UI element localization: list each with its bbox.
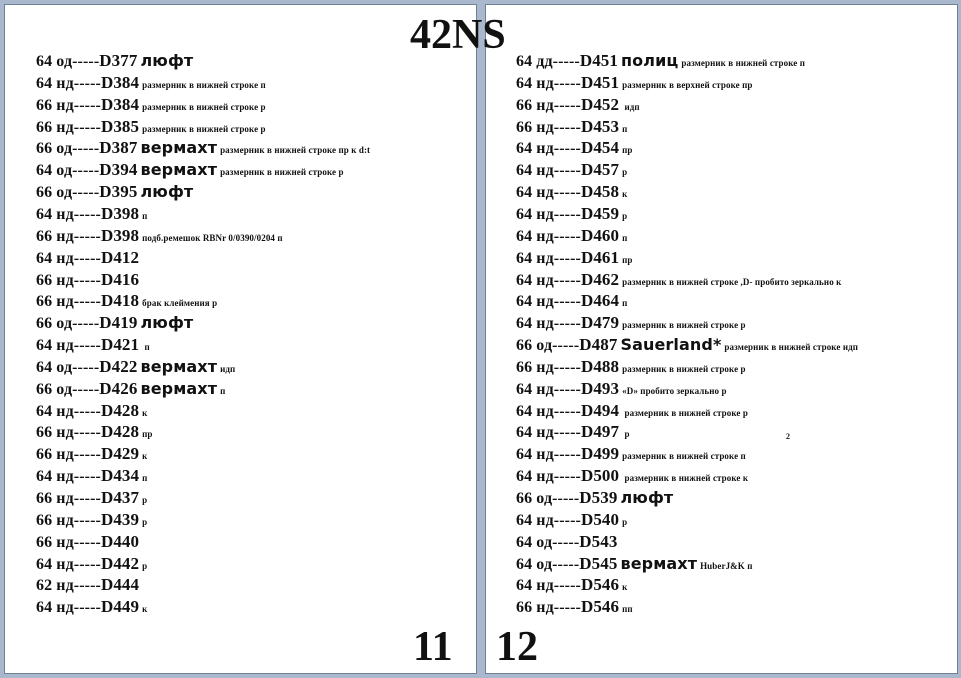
entry-note: размерник в нижней строке р — [220, 167, 344, 178]
entry-lead: 64 нд----- — [36, 205, 101, 223]
entry-lead: 64 нд----- — [516, 140, 581, 158]
entry-lead: 64 нд----- — [516, 271, 581, 289]
entry-row — [516, 356, 746, 378]
entry-lead: 64 нд----- — [516, 315, 581, 333]
entry-note: р — [142, 495, 148, 505]
entry-code: D419 — [99, 313, 138, 333]
entry-lead: 66 од----- — [36, 140, 100, 158]
entry-note: размерник в нижней строке пр к d:t — [220, 145, 371, 156]
entry-word: вермахт — [140, 356, 218, 376]
entry-row — [36, 553, 147, 575]
entry-row — [36, 334, 150, 356]
entry-lead: 66 нд----- — [36, 293, 101, 311]
entry-lead: 64 нд----- — [516, 424, 581, 442]
entry-row — [36, 443, 147, 465]
entry-lead: 64 нд----- — [516, 511, 581, 529]
entry-code: D449 — [100, 597, 140, 617]
entry-note: размерник в нижней строке п — [681, 58, 806, 68]
entry-note: пр — [142, 429, 153, 440]
entry-lead: 64 нд----- — [36, 599, 101, 617]
entry-row — [36, 421, 153, 443]
entry-code: D493 — [580, 378, 620, 398]
stray-mark: 2 — [786, 432, 790, 441]
entry-note: п — [622, 123, 628, 134]
entry-code: D462 — [580, 269, 620, 289]
entry-code: D459 — [580, 203, 620, 223]
entry-row — [36, 531, 139, 553]
entry-code: D440 — [100, 531, 140, 551]
entry-row — [516, 203, 627, 225]
entry-code: D439 — [100, 509, 140, 529]
entry-word: люфт — [140, 182, 194, 202]
entry-code: D426 — [99, 378, 138, 398]
entry-lead: 64 нд----- — [516, 293, 581, 311]
entry-lead: 66 нд----- — [36, 96, 101, 114]
entry-row — [36, 137, 370, 159]
entry-row — [36, 50, 193, 72]
entry-row — [516, 159, 627, 181]
entry-row — [516, 269, 841, 291]
entry-note: р — [622, 516, 628, 527]
page-number-right: 12 — [496, 624, 538, 670]
page-number-left: 11 — [413, 624, 453, 670]
entry-code: D500 — [580, 466, 620, 486]
entry-lead: 66 нд----- — [516, 118, 581, 136]
entry-code: D458 — [580, 182, 620, 202]
entry-lead: 66 нд----- — [36, 424, 101, 442]
entry-lead: 66 од----- — [36, 380, 100, 398]
entry-lead: 64 од----- — [36, 53, 100, 70]
entry-row — [36, 203, 147, 225]
entry-code: D384 — [100, 72, 140, 92]
entry-note: п — [622, 232, 628, 243]
entry-lead: 66 нд----- — [36, 511, 101, 529]
entry-word: вермахт — [620, 553, 698, 573]
entry-row — [36, 378, 225, 400]
entry-note: р — [622, 210, 628, 221]
entry-row — [36, 159, 344, 181]
entry-note: подб.ремешок RBNr 0/0390/0204 п — [142, 232, 283, 243]
entry-note: размерник в нижней строке р — [142, 101, 266, 112]
entry-note: размерник в верхней строке пр — [622, 79, 753, 90]
entry-row — [36, 247, 139, 269]
entry-row — [516, 334, 858, 356]
entry-lead: 66 нд----- — [516, 358, 581, 376]
entry-lead: 64 нд----- — [516, 577, 581, 595]
entry-code: D460 — [580, 225, 620, 245]
entry-lead: 64 нд----- — [516, 205, 581, 223]
entry-row — [36, 356, 235, 378]
right-page — [485, 4, 958, 674]
entry-row — [36, 487, 147, 509]
entry-lead: 64 нд----- — [516, 468, 581, 486]
entry-lead: 66 нд----- — [516, 96, 581, 114]
entry-code: D479 — [580, 313, 620, 333]
entry-code: D428 — [100, 400, 140, 420]
entry-row — [36, 312, 193, 334]
entry-row — [36, 465, 147, 487]
entry-note: размерник в нижней строке р — [622, 407, 748, 418]
entry-note: HuberJ&K п — [700, 560, 753, 571]
entry-note: к — [622, 582, 628, 593]
entry-lead: 64 нд----- — [516, 380, 581, 398]
entry-word: вермахт — [140, 378, 218, 398]
entry-note: п — [622, 298, 628, 309]
entry-code: D434 — [100, 466, 140, 486]
entry-code: D377 — [99, 51, 138, 70]
entry-lead: 64 од----- — [516, 533, 580, 551]
entry-note: «D» пробито зеркально р — [622, 385, 727, 396]
entry-lead: 66 нд----- — [36, 446, 101, 464]
entry-code: D428 — [100, 422, 140, 442]
entry-row — [516, 400, 748, 422]
entry-row — [516, 596, 633, 618]
entry-row — [36, 596, 147, 618]
entry-row — [516, 312, 746, 334]
entry-code: D437 — [100, 488, 140, 507]
entry-note: п — [142, 210, 148, 221]
entry-note: идп — [622, 101, 640, 112]
entry-code: D429 — [100, 444, 140, 464]
entry-row — [36, 269, 139, 291]
entry-lead: 66 од----- — [36, 315, 100, 333]
entry-note: к — [142, 407, 148, 418]
entry-row — [36, 116, 266, 138]
entry-lead: 64 од----- — [36, 162, 100, 180]
entry-code: D452 — [580, 94, 620, 114]
entry-lead: 64 нд----- — [516, 227, 581, 245]
entry-lead: 66 од----- — [516, 490, 580, 507]
entry-code: D539 — [579, 488, 618, 507]
entry-note: брак клеймения р — [142, 298, 218, 309]
entry-note: идп — [220, 363, 236, 374]
entry-row — [516, 553, 753, 575]
entry-lead: 64 од----- — [36, 358, 100, 376]
entry-row — [516, 378, 727, 400]
entry-note: размерник в нижней строке р — [622, 320, 746, 331]
entry-code: D454 — [580, 138, 620, 158]
entry-note: к — [142, 451, 148, 462]
entry-code: D543 — [579, 531, 618, 551]
entry-lead: 66 нд----- — [36, 490, 101, 507]
entry-code: D398 — [100, 225, 140, 245]
entry-note: размерник в нижней строке ,D- пробито зеркально к — [622, 276, 842, 287]
entry-lead: 64 дд----- — [516, 53, 580, 70]
entry-row — [516, 247, 633, 269]
entry-word: люфт — [140, 51, 194, 70]
entry-note: размерник в нижней строке р — [142, 123, 266, 134]
entry-code: D464 — [580, 291, 620, 311]
entry-lead: 64 нд----- — [516, 402, 581, 420]
entry-note: п — [220, 385, 226, 396]
entry-note: размерник в нижней строке идп — [724, 342, 859, 353]
entry-note: размерник в нижней строке п — [142, 79, 266, 90]
entry-code: D497 — [580, 422, 620, 442]
entry-code: D412 — [100, 247, 140, 267]
entry-lead: 62 нд----- — [36, 577, 101, 595]
entry-code: D488 — [580, 356, 620, 376]
entry-note: п — [142, 342, 150, 353]
entry-code: D387 — [99, 138, 138, 158]
entry-row — [516, 72, 753, 94]
entry-word: люфт — [620, 488, 674, 507]
entry-lead: 64 нд----- — [36, 337, 101, 355]
entry-code: D451 — [579, 51, 619, 70]
entry-row — [516, 487, 673, 509]
entry-code: D442 — [100, 553, 140, 573]
entry-code: D546 — [580, 575, 620, 595]
entry-code: D422 — [99, 356, 138, 376]
entry-lead: 66 од----- — [516, 337, 580, 355]
entry-code: D494 — [580, 400, 620, 420]
entry-row — [516, 290, 627, 312]
entry-code: D545 — [579, 553, 618, 573]
entry-lead: 64 нд----- — [36, 402, 101, 420]
entry-lead: 66 нд----- — [36, 118, 101, 136]
entry-row — [36, 290, 217, 312]
entry-code: D418 — [100, 291, 140, 311]
entry-code: D546 — [580, 597, 620, 617]
entry-note: к — [142, 604, 148, 615]
entry-note: пп — [622, 604, 633, 615]
entry-lead: 64 нд----- — [516, 249, 581, 267]
entry-code: D540 — [580, 509, 620, 529]
entry-lead: 66 нд----- — [36, 533, 101, 551]
entry-row — [36, 72, 266, 94]
entry-code: D499 — [580, 444, 620, 464]
entry-lead: 66 нд----- — [36, 227, 101, 245]
entry-lead: 66 од----- — [36, 184, 100, 202]
entry-row — [516, 574, 627, 596]
entry-code: D398 — [100, 203, 140, 223]
entry-lead: 64 нд----- — [36, 249, 101, 267]
entry-note: к — [622, 189, 628, 200]
entry-row — [516, 443, 746, 465]
entry-code: D457 — [580, 160, 620, 180]
entry-code: D421 — [100, 335, 140, 355]
entry-code: D384 — [100, 94, 140, 114]
entry-word: полиц — [621, 51, 679, 70]
entry-note: р — [142, 560, 148, 571]
entry-note: размерник в нижней строке р — [622, 363, 746, 374]
entry-lead: 64 нд----- — [36, 74, 101, 92]
entry-lead: 64 нд----- — [516, 184, 581, 202]
entry-lead: 66 нд----- — [516, 599, 581, 617]
entry-row — [516, 225, 627, 247]
entry-word: вермахт — [140, 138, 218, 158]
entry-row — [516, 465, 748, 487]
entry-row — [36, 94, 266, 116]
entry-row — [516, 509, 627, 531]
document-title: 42NS — [410, 12, 506, 58]
entry-note: размерник в нижней строке п — [622, 451, 746, 462]
entry-lead: 64 нд----- — [516, 74, 581, 92]
entry-row — [516, 50, 805, 72]
entry-word: вермахт — [140, 160, 218, 180]
entry-lead: 64 од----- — [516, 555, 580, 573]
entry-code: D453 — [580, 116, 620, 136]
entry-note: п — [142, 473, 148, 484]
entry-row — [36, 400, 147, 422]
entry-note: пр — [622, 254, 633, 265]
entry-row — [516, 531, 617, 553]
entry-code: D444 — [100, 575, 140, 595]
entry-row — [36, 225, 283, 247]
entry-note: пр — [622, 145, 633, 156]
entry-code: D385 — [100, 116, 140, 136]
entry-lead: 64 нд----- — [36, 468, 101, 486]
entry-word: люфт — [140, 313, 194, 333]
entry-code: D451 — [580, 72, 620, 92]
entry-row — [516, 116, 627, 138]
entry-note: р — [622, 167, 628, 178]
entry-code: D416 — [100, 269, 140, 289]
entry-note: размерник в нижней строке к — [622, 473, 749, 484]
entry-row — [36, 181, 193, 203]
entry-row — [516, 421, 630, 443]
entry-code: D394 — [99, 160, 138, 180]
entry-row — [36, 509, 147, 531]
entry-lead: 64 нд----- — [516, 446, 581, 464]
entry-code: D395 — [99, 182, 138, 202]
entry-code: D487 — [579, 335, 618, 355]
entry-lead: 66 нд----- — [36, 271, 101, 289]
left-page — [4, 4, 477, 674]
entry-code: D461 — [580, 247, 620, 267]
entry-note: р — [142, 516, 148, 527]
entry-word: Sauerland* — [620, 335, 722, 355]
entry-lead: 64 нд----- — [516, 162, 581, 180]
entry-row — [36, 574, 139, 596]
entry-row — [516, 181, 627, 203]
entry-row — [516, 137, 633, 159]
entry-note: р — [622, 429, 630, 440]
entry-lead: 64 нд----- — [36, 555, 101, 573]
entry-row — [516, 94, 640, 116]
